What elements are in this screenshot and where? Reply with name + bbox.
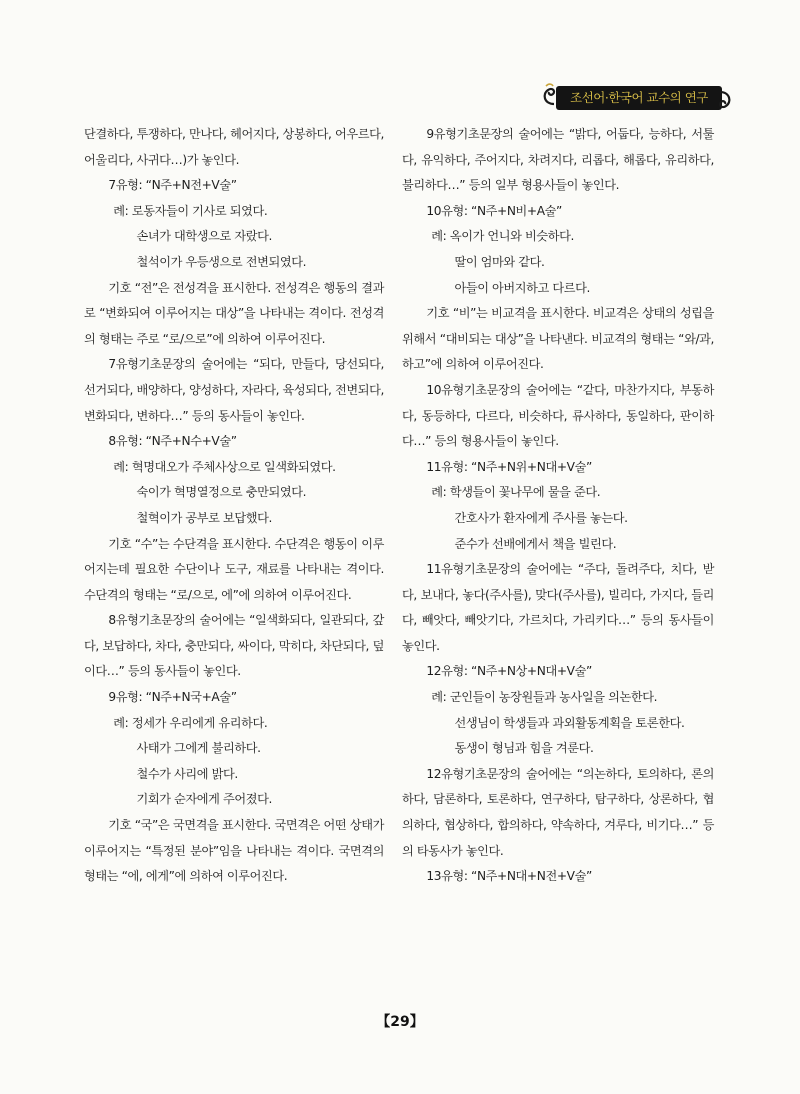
- example-sentence: 숙이가 혁명열정으로 충만되였다.: [136, 485, 307, 500]
- example-sentence: 사태가 그에게 불리하다.: [136, 741, 261, 756]
- example-sentence: 준수가 선배에게서 책을 빌린다.: [454, 536, 617, 551]
- example-sentence: 손녀가 대학생으로 자랐다.: [136, 229, 272, 244]
- example-sentence: 간호사가 환자에게 주사를 놓는다.: [454, 510, 628, 525]
- paragraph: 8유형기초문장의 술어에는 “일색화되다, 일관되다, 갚다, 보답하다, 차다, 충만되다, 싸이다, 막히다, 차단되다, 덮이다…” 등의 동사들이 놓인다.: [84, 613, 384, 679]
- example-sentence: 기회가 순자에게 주어졌다.: [136, 792, 272, 807]
- type-heading: 10유형: “N주+N비+A술”: [426, 203, 562, 218]
- example-sentence: 례: 정세가 우리에게 유리하다.: [113, 715, 268, 730]
- paragraph: 10유형기초문장의 술어에는 “같다, 마찬가지다, 부동하다, 동등하다, 다르다, 비슷하다, 류사하다, 동일하다, 판이하다…” 등의 형용사들이 놓인다.: [402, 382, 714, 449]
- paragraph: 기호 “비”는 비교격을 표시한다. 비교격은 상태의 성립을 위해서 “대비되는 대상”을 나타낸다. 비교격의 형태는 “와/과, 하고”에 의하여 이루어진다.: [402, 306, 714, 372]
- type-heading: 13유형: “N주+N대+N전+V술”: [426, 869, 592, 884]
- right-column: [402, 122, 714, 890]
- type-heading: 7유형: “N주+N전+V술”: [108, 178, 237, 193]
- ornament-swirl-right-icon: [716, 88, 734, 114]
- page-header: [540, 82, 730, 112]
- example-sentence: 철석이가 우등생으로 전변되였다.: [136, 254, 307, 269]
- paragraph: 11유형기초문장의 술어에는 “주다, 돌려주다, 치다, 받다, 보내다, 놓다(주사를), 맞다(주사를), 빌리다, 가지다, 들리다, 빼앗다, 빼앗기다, 가르치다, 가리키다…” 등의 동사들이 놓인다.: [402, 562, 714, 653]
- example-sentence: 례: 군인들이 농장원들과 농사일을 의논한다.: [431, 690, 658, 705]
- paragraph: 7유형기초문장의 술어에는 “되다, 만들다, 당선되다, 선거되다, 배양하다, 양성하다, 자라다, 육성되다, 전변되다, 변화되다, 변하다…” 등의 동사들이 놓인다.: [84, 357, 384, 423]
- example-sentence: 아들이 아버지하고 다르다.: [454, 280, 590, 295]
- example-sentence: 동생이 형님과 힘을 겨룬다.: [454, 741, 594, 756]
- example-sentence: 선생님이 학생들과 과외활동계획을 토론한다.: [454, 715, 685, 730]
- paragraph: 기호 “전”은 전성격을 표시한다. 전성격은 행동의 결과로 “변화되여 이루어지는 대상”을 나타내는 격이다. 전성격의 형태는 주로 “로/으로”에 의하여 이루어진다.: [84, 280, 384, 346]
- paragraph: 단결하다, 투쟁하다, 만나다, 헤어지다, 상봉하다, 어우르다, 어울리다, 사귀다…)가 놓인다.: [84, 127, 384, 167]
- left-column: [84, 122, 384, 890]
- example-sentence: 례: 로동자들이 기사로 되였다.: [113, 203, 268, 218]
- header-title: 조선어·한국어 교수의 연구: [556, 86, 722, 110]
- type-heading: 8유형: “N주+N수+V술”: [108, 434, 237, 449]
- type-heading: 12유형: “N주+N상+N대+V술”: [426, 664, 592, 679]
- example-sentence: 례: 혁명대오가 주체사상으로 일색화되였다.: [113, 459, 336, 474]
- paragraph: 기호 “국”은 국면격을 표시한다. 국면격은 어떤 상태가 이루어지는 “특정된 분야”임을 나타내는 격이다. 국면격의 형태는 “에, 에게”에 의하여 이루어진다.: [84, 818, 384, 884]
- paragraph: 12유형기초문장의 술어에는 “의논하다, 토의하다, 론의하다, 담론하다, 토론하다, 연구하다, 탐구하다, 상론하다, 협의하다, 협상하다, 합의하다, 약속하다, 겨루다, 비기다…” 등의 타동사가 놓인다.: [402, 766, 714, 858]
- example-sentence: 철수가 사리에 밝다.: [136, 766, 238, 781]
- paragraph: 9유형기초문장의 술어에는 “밝다, 어둡다, 능하다, 서툴다, 유익하다, 주어지다, 차려지다, 리롭다, 해롭다, 유리하다, 불리하다…” 등의 일부 형용사들이 놓인다.: [402, 127, 714, 193]
- type-heading: 9유형: “N주+N국+A술”: [108, 690, 237, 705]
- example-sentence: 철혁이가 공부로 보답했다.: [136, 510, 272, 525]
- example-sentence: 딸이 엄마와 같다.: [454, 254, 545, 269]
- page-number: 【29】: [376, 1014, 424, 1030]
- example-sentence: 례: 옥이가 언니와 비슷하다.: [431, 229, 574, 244]
- example-sentence: 례: 학생들이 꽃나무에 물을 준다.: [431, 485, 601, 500]
- type-heading: 11유형: “N주+N위+N대+V술”: [426, 459, 592, 474]
- paragraph: 기호 “수”는 수단격을 표시한다. 수단격은 행동이 이루어지는데 필요한 수단이나 도구, 재료를 나타내는 격이다. 수단격의 형태는 “로/으로, 에”에 의하여 이루어진다.: [84, 536, 384, 602]
